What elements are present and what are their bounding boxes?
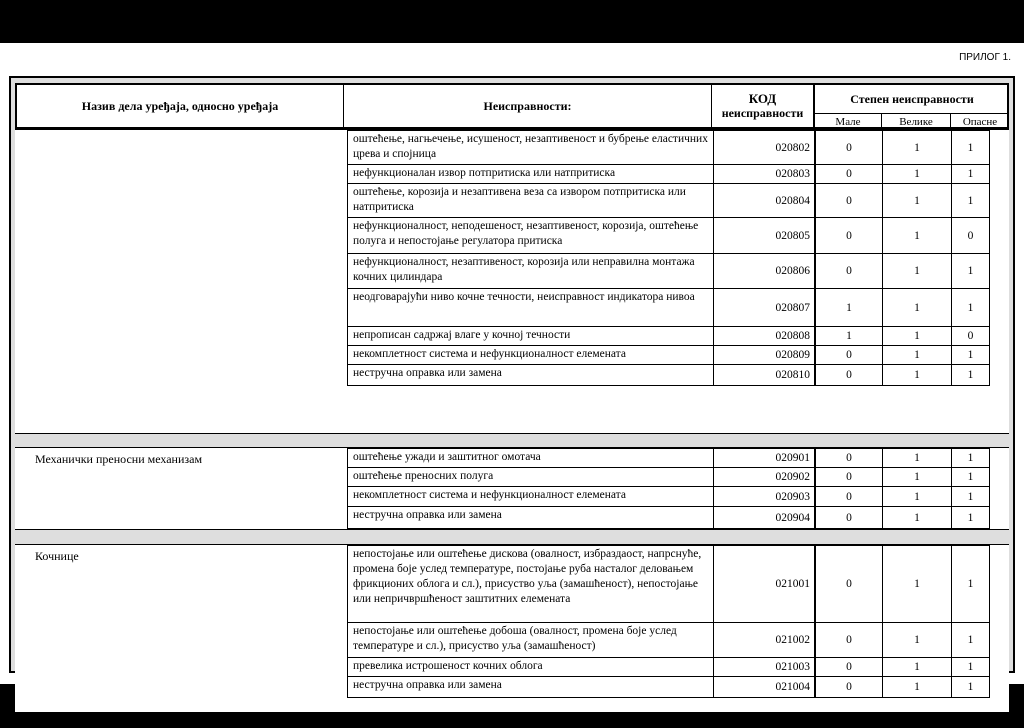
- degree-major: 1: [883, 623, 952, 657]
- header-dangerous: Опасне: [951, 113, 1009, 129]
- degree-major: 1: [883, 218, 952, 253]
- defect-code: 021004: [714, 677, 816, 697]
- degree-major: 1: [883, 289, 952, 326]
- defect-code: 020802: [714, 131, 816, 164]
- defect-description: нестручна оправка или замена: [348, 677, 714, 697]
- defect-description: оштећење преносних полуга: [348, 468, 714, 486]
- defect-code: 020807: [714, 289, 816, 326]
- degree-minor: 0: [816, 254, 883, 288]
- degree-dangerous: 1: [967, 681, 974, 693]
- degree-dangerous: 0: [967, 330, 974, 342]
- defect-code: 020901: [714, 449, 816, 467]
- table-row: [347, 164, 990, 184]
- header-code-title: КОД: [748, 91, 777, 106]
- table-row: [347, 183, 990, 218]
- header-minor: Мале: [815, 113, 882, 129]
- degree-minor: 0: [816, 165, 883, 183]
- table-section: [15, 129, 1009, 434]
- table-header: [15, 83, 1009, 129]
- degree-dangerous: 1: [967, 661, 974, 673]
- degree-major: 1: [883, 165, 952, 183]
- table-row: [347, 326, 990, 346]
- degree-dangerous: 1: [967, 511, 974, 524]
- degree-major: 1: [883, 507, 952, 528]
- defect-code: 020904: [714, 507, 816, 528]
- degree-major: 1: [883, 254, 952, 288]
- table-section: [15, 544, 1009, 713]
- defect-description: непрописан садржај влаге у кочној течности: [348, 327, 714, 345]
- defect-description: нестручна оправка или замена: [348, 365, 714, 385]
- header-code-subtitle: неисправности: [721, 106, 804, 120]
- degree-major: 1: [883, 468, 952, 486]
- degree-dangerous: 1: [967, 490, 974, 503]
- degree-dangerous: 1: [967, 301, 974, 314]
- degree-minor: 0: [816, 365, 883, 385]
- table-row: [347, 486, 990, 507]
- table-row: [347, 545, 990, 623]
- header-part-name: Назив дела уређаја, односно уређаја: [17, 85, 344, 127]
- defect-code: 020810: [714, 365, 816, 385]
- degree-dangerous: 1: [967, 452, 974, 464]
- table-row: [347, 288, 990, 327]
- degree-major: 1: [883, 131, 952, 164]
- degree-minor: 0: [816, 487, 883, 506]
- table-row: [347, 130, 990, 165]
- degree-dangerous: 1: [967, 578, 974, 590]
- table-row: [347, 345, 990, 365]
- degree-major: 1: [883, 449, 952, 467]
- degree-dangerous: 0: [967, 229, 974, 242]
- degree-major: 1: [883, 184, 952, 217]
- degree-dangerous: 1: [967, 168, 974, 180]
- header-major: Велике: [882, 113, 951, 129]
- degree-dangerous: 1: [967, 471, 974, 483]
- degree-major: 1: [883, 327, 952, 345]
- table-row: [347, 364, 990, 386]
- degree-minor: 0: [816, 623, 883, 657]
- defect-description: оштећење ужади и заштитног омотача: [348, 449, 714, 467]
- table-row: [347, 622, 990, 658]
- degree-minor: 0: [816, 546, 883, 622]
- degree-minor: 0: [816, 468, 883, 486]
- defect-code: 020903: [714, 487, 816, 506]
- defect-description: непостојање или оштећење дискова (овалност, избраздаост, напрснуће, промена боје услед температуре, постојање руба насталог деловањем фрикционих облога и сл.), присуство уља (замашћеност), непостојање или непричвршћеност заштитних елемената: [348, 546, 714, 622]
- defects-table: [9, 76, 1015, 693]
- table-row: [347, 217, 990, 254]
- defect-code: 021003: [714, 658, 816, 676]
- degree-minor: 1: [816, 289, 883, 326]
- defect-description: нефункционалност, неподешеност, незаптивеност, корозија, оштећење полуга и непостојање регулатора притиска: [348, 218, 714, 253]
- degree-dangerous: 1: [967, 634, 974, 646]
- table-row: [347, 506, 990, 529]
- degree-dangerous: 1: [967, 141, 974, 154]
- degree-minor: 0: [816, 449, 883, 467]
- degree-minor: 0: [816, 658, 883, 676]
- document-page: [0, 43, 1024, 693]
- annex-label: ПРИЛОГ 1.: [959, 52, 1011, 63]
- header-defects: Неисправности:: [344, 85, 712, 127]
- defect-description: некомплетност система и нефункционалност елемената: [348, 487, 714, 506]
- defect-code: 020902: [714, 468, 816, 486]
- degree-dangerous: 1: [967, 369, 974, 381]
- table-section: [15, 447, 1009, 530]
- degree-minor: 0: [816, 507, 883, 528]
- degree-major: 1: [883, 346, 952, 364]
- defect-code: 020806: [714, 254, 816, 288]
- defect-description: неодговарајући ниво кочне течности, неисправност индикатора нивоа: [348, 289, 714, 326]
- degree-minor: 1: [816, 327, 883, 345]
- defect-description: нефункционалан извор потпритиска или натпритиска: [348, 165, 714, 183]
- defect-description: оштећење, нагњечење, исушеност, незаптивеност и бубрење еластичних црева и спојница: [348, 131, 714, 164]
- degree-major: 1: [883, 658, 952, 676]
- defect-description: непостојање или оштећење добоша (овалност, промена боје услед температуре и сл.), присуство уља (замашћеност): [348, 623, 714, 657]
- degree-minor: 0: [816, 218, 883, 253]
- degree-major: 1: [883, 677, 952, 697]
- defect-description: превелика истрошеност кочних облога: [348, 658, 714, 676]
- defect-code: 020808: [714, 327, 816, 345]
- defect-code: 021002: [714, 623, 816, 657]
- defect-code: 020803: [714, 165, 816, 183]
- degree-major: 1: [883, 546, 952, 622]
- section-name: Механички преносни механизам: [35, 452, 203, 466]
- degree-dangerous: 1: [967, 349, 974, 361]
- defect-code: 020805: [714, 218, 816, 253]
- section-name: Кочнице: [35, 549, 79, 563]
- degree-major: 1: [883, 365, 952, 385]
- degree-minor: 0: [816, 677, 883, 697]
- defect-code: 020804: [714, 184, 816, 217]
- degree-dangerous: 1: [967, 265, 974, 277]
- degree-major: 1: [883, 487, 952, 506]
- defect-description: нестручна оправка или замена: [348, 507, 714, 528]
- degree-dangerous: 1: [967, 194, 974, 207]
- degree-minor: 0: [816, 346, 883, 364]
- header-degree: Степен неисправности: [850, 91, 974, 106]
- degree-minor: 0: [816, 131, 883, 164]
- table-row: [347, 448, 990, 468]
- table-row: [347, 676, 990, 698]
- table-row: [347, 253, 990, 289]
- table-row: [347, 657, 990, 677]
- defect-description: оштећење, корозија и незаптивена веза са извором потпритиска или натпритиска: [348, 184, 714, 217]
- table-row: [347, 467, 990, 487]
- defect-code: 021001: [714, 546, 816, 622]
- degree-minor: 0: [816, 184, 883, 217]
- defect-description: некомплетност система и нефункционалност елемената: [348, 346, 714, 364]
- header-code: [712, 85, 815, 127]
- defect-code: 020809: [714, 346, 816, 364]
- defect-description: нефункционалност, незаптивеност, корозија или неправилна монтажа кочних цилиндара: [348, 254, 714, 288]
